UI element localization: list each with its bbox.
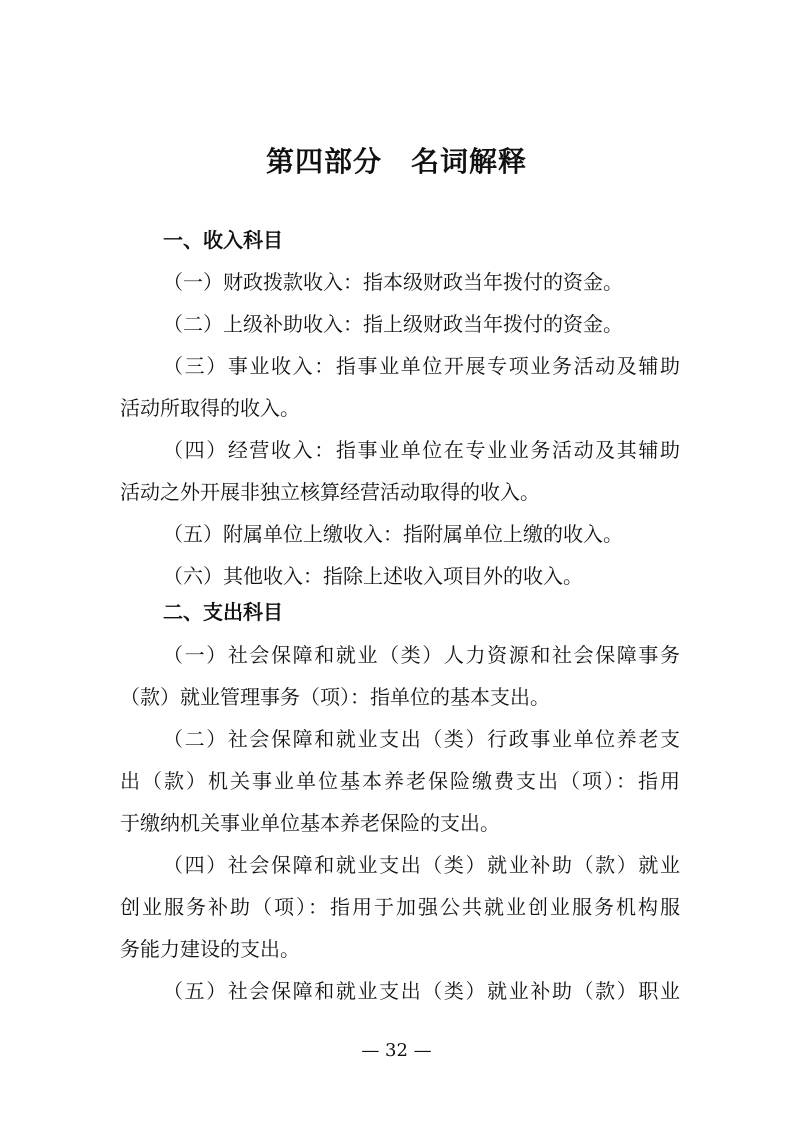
paragraph-line: 出（款）机关事业单位基本养老保险缴费支出（项）：指用 [120,769,680,793]
paragraph-line: 活动之外开展非独立核算经营活动取得的收入。 [120,480,540,504]
paragraph-line: 活动所取得的收入。 [120,396,300,420]
paragraph-line: （四）社会保障和就业支出（类）就业补助（款）就业 [163,853,680,877]
paragraph-line: 于缴纳机关事业单位基本养老保险的支出。 [120,811,500,835]
page-number: — 32 — [361,1040,432,1061]
paragraph-line: （二）上级补助收入：指上级财政当年拨付的资金。 [163,312,623,336]
paragraph-line: （四）经营收入：指事业单位在专业业务活动及其辅助 [163,438,680,462]
page-title: 第四部分 名词解释 [265,145,527,178]
section-heading-income: 一、收入科目 [163,228,283,252]
paragraph-line: （五）附属单位上缴收入：指附属单位上缴的收入。 [163,522,623,546]
paragraph-line: （六）其他收入：指除上述收入项目外的收入。 [163,564,583,588]
paragraph-line: （一）财政拨款收入：指本级财政当年拨付的资金。 [163,270,623,294]
paragraph-line: 创业服务补助（项）：指用于加强公共就业创业服务机构服 [120,895,680,919]
paragraph-line: （三）事业收入：指事业单位开展专项业务活动及辅助 [163,354,680,378]
paragraph-line: （款）就业管理事务（项）：指单位的基本支出。 [120,685,550,709]
paragraph-line: （一）社会保障和就业（类）人力资源和社会保障事务 [163,643,680,667]
paragraph-line: 务能力建设的支出。 [120,937,300,961]
section-heading-expenditure: 二、支出科目 [163,600,283,624]
paragraph-line: （二）社会保障和就业支出（类）行政事业单位养老支 [163,727,680,751]
paragraph-line: （五）社会保障和就业支出（类）就业补助（款）职业 [163,979,680,1003]
